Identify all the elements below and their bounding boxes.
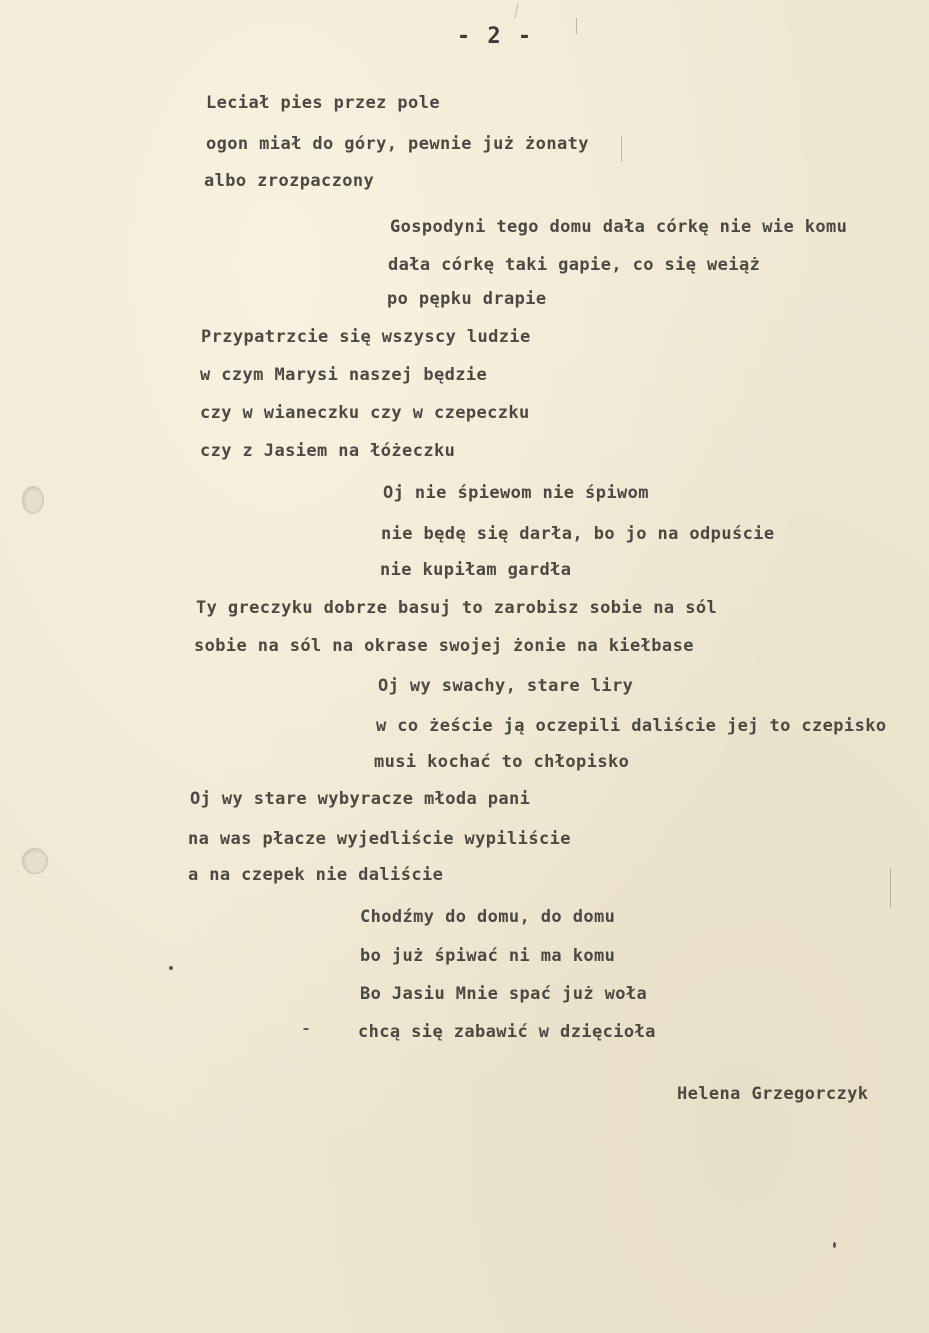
paper-scratch	[890, 868, 891, 908]
poem-line: chcą się zabawić w dzięcioła	[358, 1022, 656, 1042]
author-signature: Helena Grzegorczyk	[677, 1084, 869, 1104]
poem-line: Przypatrzcie się wszyscy ludzie	[201, 327, 531, 347]
poem-line: w co żeście ją oczepili daliście jej to czepisko	[376, 716, 887, 736]
ink-speck	[303, 1028, 309, 1030]
poem-line: na was płacze wyjedliście wypiliście	[188, 829, 571, 849]
poem-line: musi kochać to chłopisko	[374, 752, 630, 772]
poem-line: Bo Jasiu Mnie spać już woła	[360, 984, 648, 1004]
ink-speck	[833, 1242, 836, 1248]
poem-line: Oj wy stare wybyracze młoda pani	[190, 789, 531, 809]
poem-line: ogon miał do góry, pewnie już żonaty	[206, 134, 589, 154]
poem-line: Ty greczyku dobrze basuj to zarobisz sobie na sól	[196, 598, 718, 618]
poem-line: po pępku drapie	[387, 289, 547, 309]
paper-scratch	[621, 136, 622, 162]
ink-speck	[169, 966, 173, 970]
punch-hole	[22, 486, 44, 514]
poem-line: Chodźmy do domu, do domu	[360, 907, 616, 927]
paper-scratch	[576, 18, 577, 34]
poem-line: nie będę się darła, bo jo na odpuście	[381, 524, 775, 544]
poem-line: a na czepek nie daliście	[188, 865, 444, 885]
punch-hole	[22, 848, 48, 874]
poem-line: dała córkę taki gapie, co się weiąż	[388, 255, 761, 275]
poem-line: sobie na sól na okrase swojej żonie na kiełbase	[194, 636, 694, 656]
poem-line: bo już śpiwać ni ma komu	[360, 946, 616, 966]
poem-line: w czym Marysi naszej będzie	[200, 365, 488, 385]
poem-line: Gospodyni tego domu dała córkę nie wie komu	[390, 217, 848, 237]
poem-line: czy z Jasiem na łóżeczku	[200, 441, 456, 461]
poem-line: Oj nie śpiewom nie śpiwom	[383, 483, 649, 503]
poem-line: albo zrozpaczony	[204, 171, 375, 191]
poem-line: czy w wianeczku czy w czepeczku	[200, 403, 530, 423]
poem-line: nie kupiłam gardła	[380, 560, 572, 580]
poem-line: Oj wy swachy, stare liry	[378, 676, 634, 696]
page-number: - 2 -	[456, 24, 534, 49]
poem-line: Leciał pies przez pole	[206, 93, 440, 113]
